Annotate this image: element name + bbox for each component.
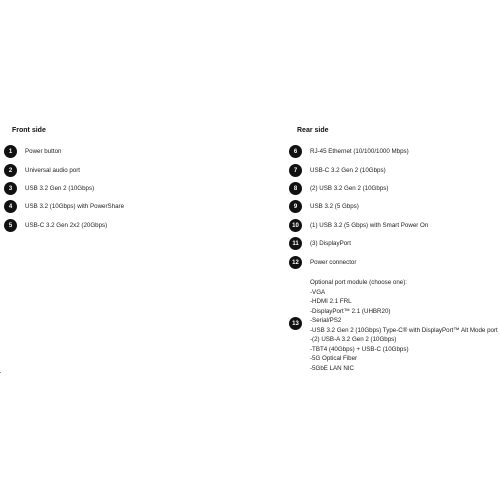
rear-item-label: RJ-45 Ethernet (10/100/1000 Mbps) [310, 148, 409, 155]
front-item-label: Universal audio port [25, 167, 81, 174]
rear-item-13 [289, 278, 499, 374]
front-item-2 [4, 164, 80, 177]
port-module-option: -(2) USB-A 3.2 Gen 2 (10Gbps) [310, 336, 397, 343]
port-module-option: -VGA [310, 288, 326, 296]
badge-12: 12 [289, 256, 302, 269]
rear-item-7 [289, 164, 386, 177]
port-module-option: -USB 3.2 Gen 2 (10Gbps) Type-C® with DisplayPort™ Alt Mode port [310, 326, 498, 334]
port-module-option: -5G Optical Fiber [310, 355, 358, 362]
port-module-option: -Serial/PS2 [310, 317, 342, 324]
rear-item-label: (3) DisplayPort [310, 240, 351, 247]
front-item-4 [4, 200, 124, 213]
badge-2: 2 [4, 164, 17, 177]
port-module-options [310, 278, 498, 373]
rear-item-label: USB 3.2 (5 Gbps) [310, 203, 359, 210]
badge-8: 8 [289, 182, 302, 195]
front-item-label: USB-C 3.2 Gen 2x2 (20Gbps) [25, 222, 108, 229]
rear-item-label: (2) USB 3.2 Gen 2 (10Gbps) [310, 185, 389, 192]
badge-11: 11 [289, 237, 302, 250]
rear-item-12 [289, 256, 356, 269]
port-module-option: -HDMI 2.1 FRL [310, 298, 352, 305]
rear-item-label: (1) USB 3.2 (5 Gbps) with Smart Power On [310, 222, 429, 229]
rear-item-10 [289, 219, 428, 232]
badge-4: 4 [4, 200, 17, 213]
stray-dot [0, 372, 1, 373]
front-item-label: Power button [25, 148, 62, 155]
badge-10: 10 [289, 219, 302, 232]
front-side-heading: Front side [12, 127, 46, 134]
badge-6: 6 [289, 145, 302, 158]
front-item-label: USB 3.2 Gen 2 (10Gbps) [25, 185, 95, 192]
badge-3: 3 [4, 182, 17, 195]
port-module-option: -5GbE LAN NIC [310, 364, 355, 372]
rear-item-8 [289, 182, 388, 195]
front-item-3 [4, 182, 94, 195]
badge-13: 13 [289, 317, 302, 330]
badge-9: 9 [289, 200, 302, 213]
port-module-title: Optional port module (choose one): [310, 279, 407, 286]
front-item-1 [4, 145, 61, 158]
rear-side-heading: Rear side [297, 127, 329, 134]
rear-item-9 [289, 200, 359, 213]
front-item-label: USB 3.2 (10Gbps) with PowerShare [25, 203, 125, 210]
port-module-option: -DisplayPort™ 2.1 (UHBR20) [310, 307, 391, 315]
rear-item-6 [289, 145, 409, 158]
front-item-5 [4, 219, 107, 232]
port-module-option: -TBT4 (40Gbps) + USB-C (10Gbps) [310, 345, 409, 353]
badge-1: 1 [4, 145, 17, 158]
badge-7: 7 [289, 164, 302, 177]
rear-item-label: USB-C 3.2 Gen 2 (10Gbps) [310, 167, 386, 174]
rear-item-11 [289, 237, 351, 250]
rear-item-label: Power connector [310, 259, 357, 266]
badge-5: 5 [4, 219, 17, 232]
